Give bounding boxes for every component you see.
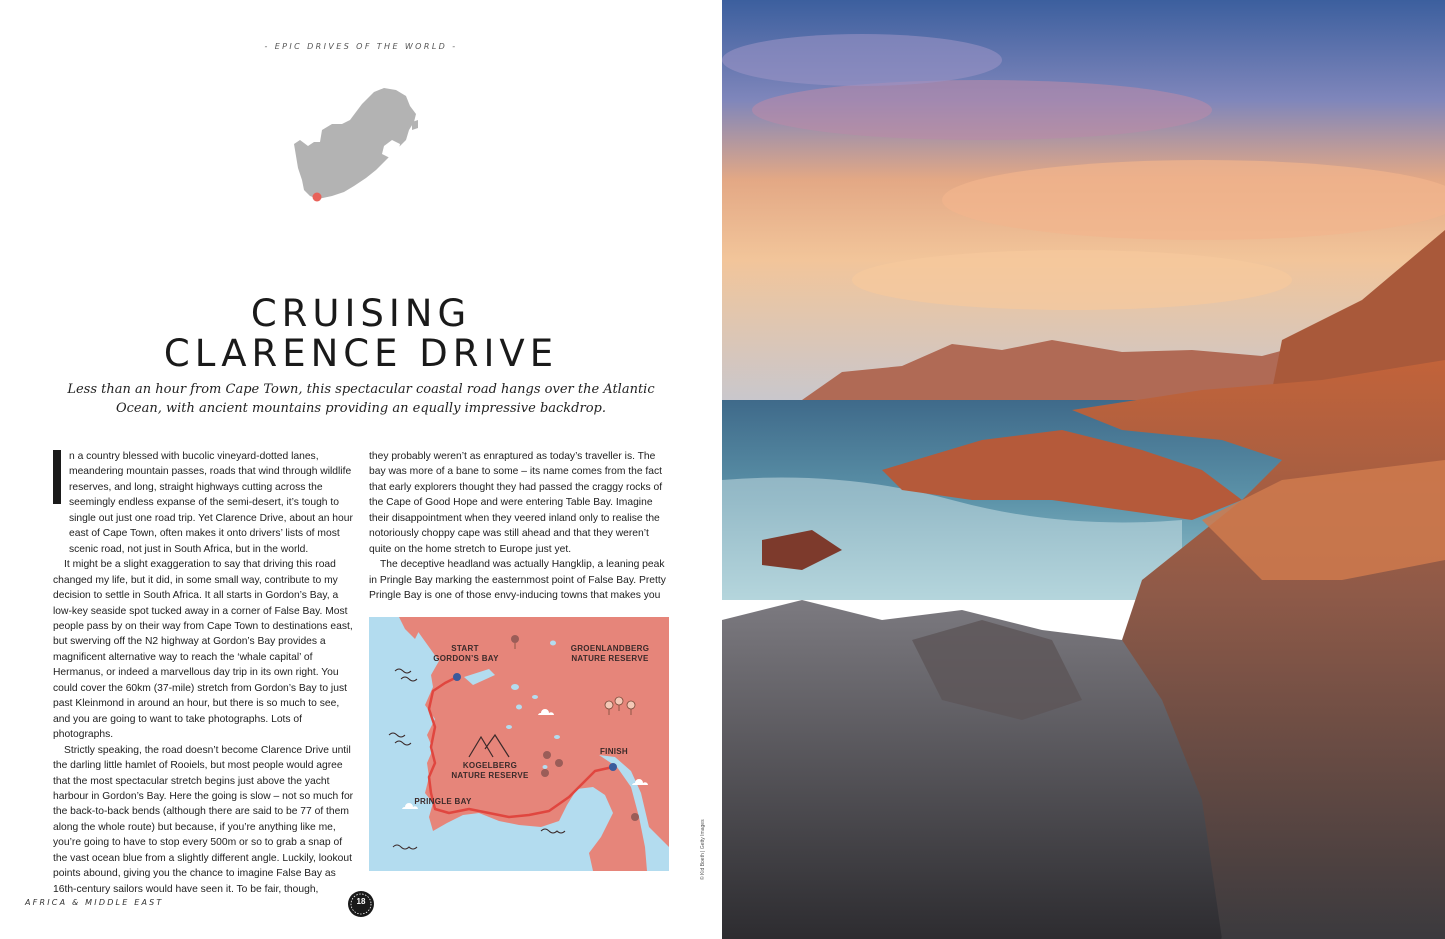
title-line-1: CRUISING	[250, 292, 472, 335]
title-line-2: CLARENCE DRIVE	[163, 332, 559, 375]
finish-label: FINISH	[599, 747, 629, 756]
photo-credit: © Kid Boeth | Getty Images	[700, 819, 706, 880]
body-paragraph: they probably weren’t as enraptured as today’s traveller is. The bay was more of a bane to some – its name comes from the fact that early explorers thought they had passed the craggy rocks of the Cape of Good Hope and were entering Table Bay. Imagine their disappointment when they veered inland only to realise the notoriously choppy cape was still ahead and that they weren’t quite on the home stretch to Europe just yet.	[369, 451, 663, 555]
running-head: - EPIC DRIVES OF THE WORLD -	[264, 42, 458, 51]
body-paragraph: The deceptive headland was actually Hangklip, a leaning peak in Pringle Bay marking the easternmost point of False Bay. Pretty Pringle Bay is one of those envy-inducing towns that makes you	[369, 559, 666, 602]
start-label: START	[451, 644, 479, 653]
standfirst: Less than an hour from Cape Town, this spectacular coastal road hangs over the Atlantic Ocean, with ancient mountains providing an equally impressive backdrop.	[67, 382, 655, 416]
gordons-bay-label: GORDON’S BAY	[433, 654, 499, 663]
route-map	[369, 617, 669, 871]
coastal-photo	[722, 0, 1445, 939]
article-title	[0, 294, 722, 374]
start-marker	[453, 673, 461, 681]
groenlandberg-label: GROENLANDBERG NATURE RESERVE	[570, 644, 650, 663]
body-column-1	[53, 449, 355, 897]
body-paragraph: It might be a slight exaggeration to say that driving this road changed my life, but it did, in some small way, contribute to my decision to settle in South Africa. It all starts in Gordon’s Bay, a low-key seaside spot tucked away in a corner of False Bay. Most people pass by on their way from Cape Town to destinations east, but swerving off the N2 highway at Gordon’s Bay provides a magnificent alternative way to reach the ‘whale capital’ of Hermanus, or indeed a marvellous day trip in its own right. You could cover the 60km (37-mile) stretch from Gordon’s Bay to just past Kleinmond in around an hour, but there is so much to see, and you are going to want to take photographs. Lots of photographs.	[53, 559, 353, 741]
body-paragraph: n a country blessed with bucolic vineyard-dotted lanes, meandering mountain passes, roads that wind through wildlife reserves, and long, straight highways cutting across the seemingly endless expanse of the semi-desert, it’s tough to single out just one road trip. Yet Clarence Drive, about an hour east of Cape Town, often makes it onto drivers’ lists of most scenic road, not just in South Africa, but in the world.	[69, 451, 353, 555]
kogelberg-label: KOGELBERG NATURE RESERVE	[451, 761, 529, 780]
body-column-2	[369, 449, 669, 604]
page-number: 18	[356, 897, 366, 906]
drop-cap-letter-i	[53, 450, 61, 504]
finish-marker	[609, 763, 617, 771]
left-page	[0, 0, 722, 939]
south-africa-map-icon	[292, 84, 424, 208]
pringle-bay-label: PRINGLE BAY	[414, 797, 472, 806]
section-footer: AFRICA & MIDDLE EAST	[25, 898, 164, 907]
body-paragraph: Strictly speaking, the road doesn’t become Clarence Drive until the darling little hamlet of Rooiels, but most people would agree that the most spectacular stretch begins just above the yacht harbour in Gordon’s Bay. Here the going is slow – not so much for the back-to-back bends (although there are said to be 77 of them along the whole route) but because, if you’re anything like me, you’re going to have to stop every 500m or so to grab a snap of the vast ocean blue from a slightly different angle. Luckily, lookout points abound, giving you the chance to imagine False Bay as 16th-century sailors would have seen it. To be fair, though,	[53, 744, 354, 895]
